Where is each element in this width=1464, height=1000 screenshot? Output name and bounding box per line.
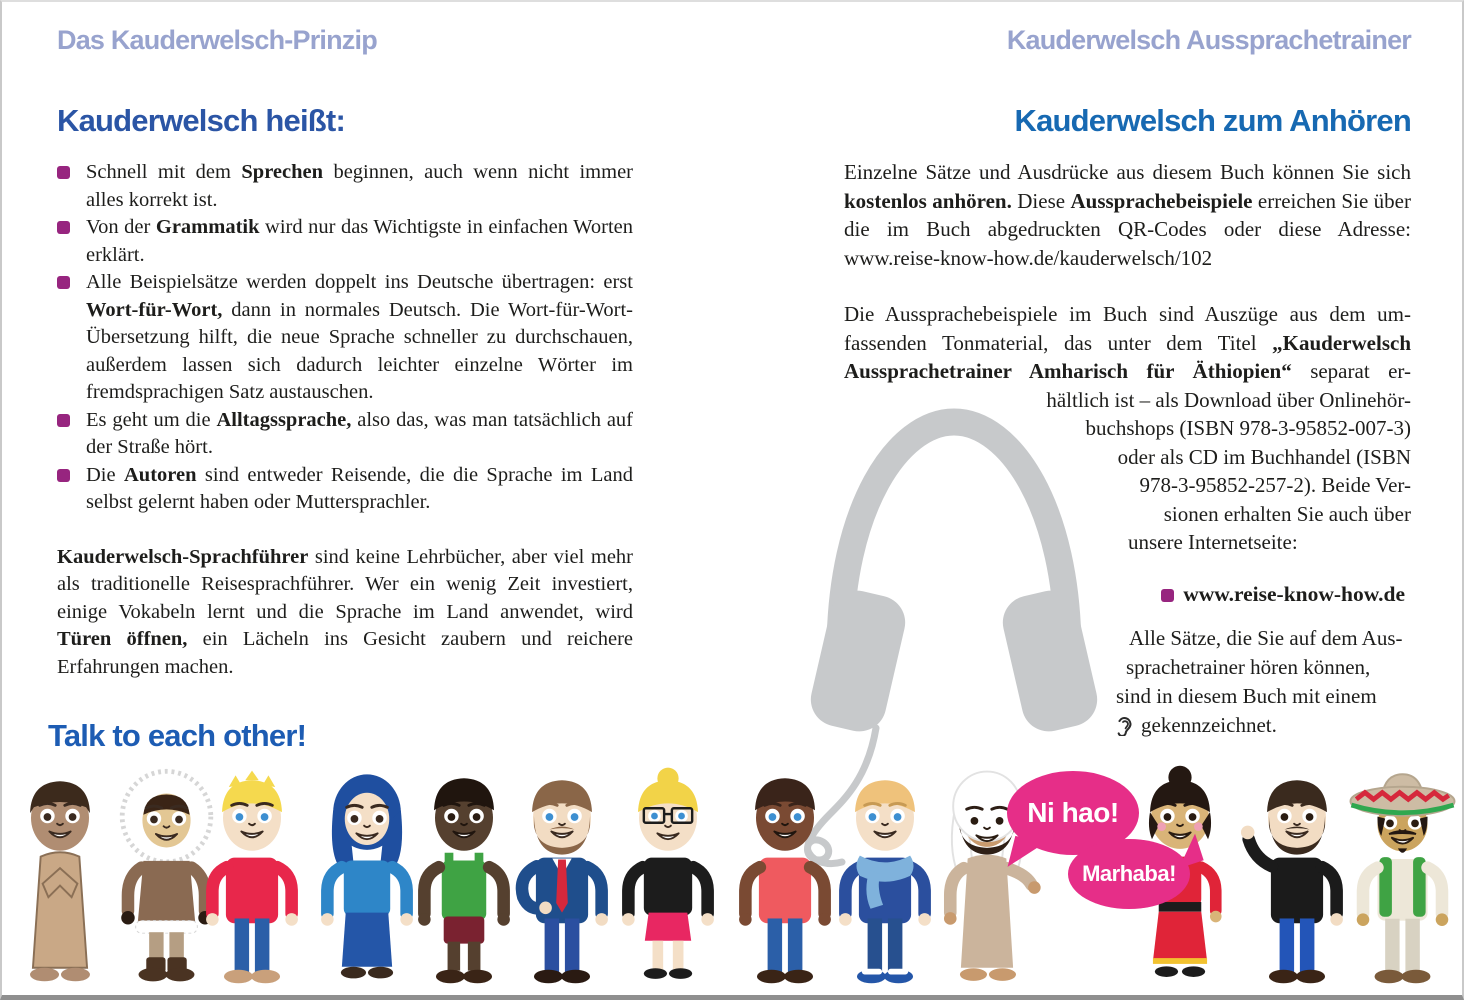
bullet-item: Es geht um die Alltagssprache, also das, was man tatsächlich auf der Straße hört. xyxy=(57,407,633,462)
character-blond-boy xyxy=(194,765,310,990)
bullet-square-icon xyxy=(57,166,70,179)
talk-heading: Talk to each other! xyxy=(48,718,307,753)
bullet-list xyxy=(57,159,633,517)
paragraph-line: Alle Sätze, die Sie auf dem Aus- xyxy=(1129,625,1403,650)
right-section-heading: Kauderwelsch zum Anhören xyxy=(1014,102,1411,138)
bubble-text: Ni hao! xyxy=(1027,797,1119,828)
paragraph-line: sind in diesem Buch mit einem xyxy=(1116,683,1377,708)
character-man-red-shirt xyxy=(727,765,843,990)
paragraph-line: buchshops (ISBN 978-3-95852-007-3) xyxy=(1085,416,1411,441)
website-url: www.reise-know-how.de xyxy=(1183,581,1405,606)
right-page-column xyxy=(844,26,1411,740)
paragraph-line: sionen erhalten Sie auch über xyxy=(1163,501,1411,526)
character-mexican-man xyxy=(1337,765,1464,990)
paragraph-line: gekennzeichnet. xyxy=(1116,711,1411,740)
intro-paragraph: Einzelne Sätze und Ausdrücke aus diesem Buch können Sie sich kostenlos anhören. Diese Aussprachebeispiele erreichen Sie über die im Buch abgedruckten QR-Codes oder diese Adresse: www.reise-know-how.de/kauderwelsch/102 xyxy=(844,160,1411,270)
paragraph-line: unsere Internetseite: xyxy=(1128,530,1298,555)
right-running-header: Kauderwelsch Aussprachetrainer xyxy=(1006,25,1411,55)
character-woman-glasses xyxy=(610,765,726,990)
bullet-square-icon xyxy=(57,414,70,427)
bullet-item: Alle Beispielsätze werden doppelt ins Deutsche übertragen: erst Wort-für-Wort, dann in normales Deutsch. Die Wort-für-Wort-Übersetzung hilft, die neue Sprache schneller zu durchschauen, außerdem lassen sich dadurch leichter einzelne Wörter im fremdsprachigen Satz austauschen. xyxy=(57,269,633,407)
character-businessman xyxy=(504,765,620,990)
bullet-square-icon xyxy=(57,469,70,482)
ear-icon xyxy=(1116,713,1133,736)
bullet-square-icon xyxy=(1161,589,1174,602)
paragraph-line: Aussprachetrainer Amharisch für Äthiopien“ separat er- xyxy=(844,359,1411,384)
closing-paragraph: Kauderwelsch-Sprachführer sind keine Lehrbücher, aber viel mehr als traditionelle Reisesprachführer. Wer ein wenig Zeit investiert, einige Vokabeln lernt und die Sprache im Land anwendet, wird Türen öffnen, ein Lächeln ins Gesicht zaubern und reichere Erfahrungen machen. xyxy=(57,545,633,678)
bullet-item: Die Autoren sind entweder Reisende, die die Sprache im Land selbst gelernt haben oder Muttersprachler. xyxy=(57,462,633,517)
marker-paragraph xyxy=(1116,624,1411,740)
bullet-square-icon xyxy=(57,221,70,234)
paragraph-line: sprachetrainer hören können, xyxy=(1126,654,1371,679)
paragraph-line: Die Aussprachebeispiele im Buch sind Auszüge aus dem um- xyxy=(844,302,1411,327)
bullet-item: Von der Grammatik wird nur das Wichtigste in einfachen Worten erklärt. xyxy=(57,214,633,269)
left-running-header: Das Kauderwelsch-Prinzip xyxy=(57,25,377,55)
bullet-item: Schnell mit dem Sprechen beginnen, auch wenn nicht immer alles korrekt ist. xyxy=(57,159,633,214)
speech-bubble-marhaba xyxy=(1068,839,1190,909)
left-page-column xyxy=(57,26,633,681)
character-person-scarf xyxy=(827,765,943,990)
paragraph-line: oder als CD im Buchhandel (ISBN xyxy=(1117,444,1411,469)
paragraph-line: fassenden Tonmaterial, das unter dem Titel „Kauderwelsch xyxy=(844,330,1411,355)
left-section-heading: Kauderwelsch heißt: xyxy=(57,102,345,138)
wrap-paragraph xyxy=(844,300,1411,557)
paragraph-line: hältlich ist – als Download über Onlinehör- xyxy=(1046,387,1411,412)
bubble-text: Marhaba! xyxy=(1082,861,1176,886)
website-line xyxy=(844,582,1411,607)
bullet-square-icon xyxy=(57,276,70,289)
paragraph-line: 978-3-95852-257-2). Beide Ver- xyxy=(1139,473,1411,498)
